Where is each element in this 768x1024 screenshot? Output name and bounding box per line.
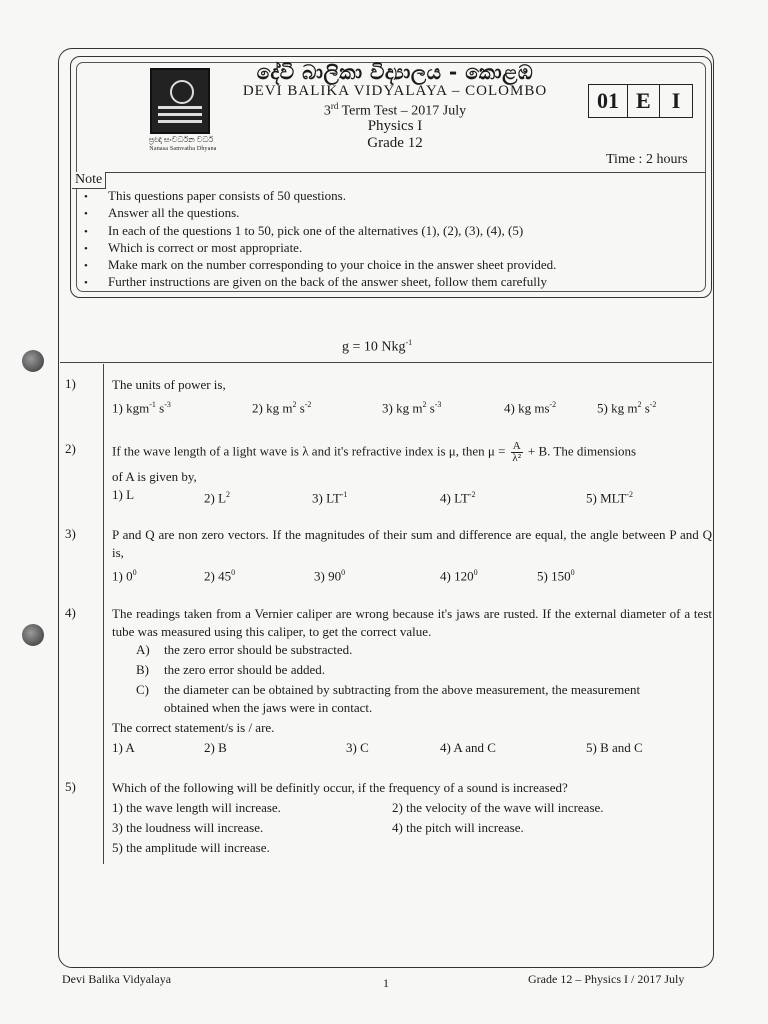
- time-allowed: Time : 2 hours: [606, 152, 688, 167]
- section-divider: [60, 362, 712, 363]
- question-stem-continued: of A is given by,: [112, 469, 197, 484]
- option-3: 3) $LT^{-1}$: [312, 490, 348, 506]
- option-2: 2) B: [204, 740, 227, 755]
- footer-page-number: 1: [383, 976, 389, 990]
- note-item: • In each of the questions 1 to 50, pick one of the alternatives (1), (2), (3), (4), (5): [84, 223, 556, 240]
- note-item: • Answer all the questions.: [84, 205, 556, 222]
- statement-c: C) the diameter can be obtained by subtracting from the above measurement, the measurement: [136, 682, 641, 697]
- question-number: 5): [65, 779, 76, 794]
- option-3: 3) kg $m^2$ $s^{-3}$: [382, 400, 442, 416]
- option-5: 5) the amplitude will increase.: [112, 840, 270, 855]
- paper-code-medium: E: [628, 85, 660, 117]
- option-4: 4) $120^0$: [440, 568, 478, 584]
- option-2: 2) $45^0$: [204, 568, 236, 584]
- option-1: 1) L: [112, 487, 135, 502]
- punch-hole-top: [22, 350, 44, 372]
- option-4: 4) A and C: [440, 740, 496, 755]
- fraction-a-over-lambda: $\frac{A}{\text{λ²}}$: [512, 440, 521, 464]
- question-stem: Which of the following will be definitly occur, if the frequency of a sound is increased?: [112, 780, 568, 795]
- option-3: 3) $90^0$: [314, 568, 346, 584]
- question-stem: If the wave length of a light wave is λ and it's refractive index is μ, then μ = $\frac{A}{\text{λ²}}$ + B. The dimensions: [112, 440, 637, 464]
- grade-title: Grade 12: [367, 135, 423, 151]
- option-1: 1) kgm$^{-1}$ $s^{-3}$: [112, 400, 171, 416]
- question-number: 3): [65, 526, 76, 541]
- option-4: 4) kg $ms^{-2}$: [504, 400, 557, 416]
- option-2: 2) $L^2$: [204, 490, 231, 506]
- question-number: 1): [65, 376, 76, 391]
- note-item: • Further instructions are given on the back of the answer sheet, follow them carefully: [84, 274, 556, 291]
- question-number: 2): [65, 441, 76, 456]
- question-stem: The readings taken from a Vernier caliper are wrong because it's jaws are rusted. If the external diameter of a test tube was measured using this caliper, to get the correct value.: [112, 606, 712, 639]
- question-stem: The units of power is,: [112, 377, 226, 392]
- school-logo: [150, 68, 210, 134]
- option-5: 5) $MLT^{-2}$: [586, 490, 633, 506]
- number-column-rule: [103, 364, 104, 864]
- punch-hole-bottom: [22, 624, 44, 646]
- subject-title: Physics I: [367, 118, 423, 134]
- statement-b: B) the zero error should be added.: [136, 662, 325, 677]
- logo-caption-motto: Nanasa Samvatha Dhyana: [149, 146, 217, 152]
- statement-a: A) the zero error should be substracted.: [136, 642, 353, 657]
- paper-code-part: I: [671, 88, 681, 113]
- school-name: DEVI BALIKA VIDYALAYA – COLOMBO: [242, 83, 548, 99]
- paper-code-box: [588, 84, 693, 118]
- statement-c-continued: obtained when the jaws were in contact.: [164, 700, 373, 715]
- option-1: 1) the wave length will increase.: [112, 800, 281, 815]
- question-number: 4): [65, 605, 76, 620]
- option-1: 1) A: [112, 740, 135, 755]
- option-5: 5) kg $m^2$ $s^{-2}$: [597, 400, 657, 416]
- logo-caption-sinhala: ප්‍රඥා සංවර්ධන වර්ධ: [148, 135, 214, 144]
- option-4: 4) $LT^{-2}$: [440, 490, 476, 506]
- option-3: 3) C: [346, 740, 369, 755]
- option-2: 2) the velocity of the wave will increase.: [392, 800, 604, 815]
- footer-school: Devi Balika Vidyalaya: [62, 972, 172, 986]
- option-1: 1) $0^0$: [112, 568, 137, 584]
- note-list: [84, 188, 556, 292]
- correct-statement-prompt: The correct statement/s is / are.: [112, 720, 275, 735]
- option-2: 2) kg $m^2$ $s^{-2}$: [252, 400, 312, 416]
- note-label: Note: [72, 172, 106, 189]
- school-name-sinhala: දේවි බාලිකා විද්‍යාලය - කොළඹ: [256, 60, 534, 84]
- note-item: • Which is correct or most appropriate.: [84, 240, 556, 257]
- note-divider: [72, 172, 706, 173]
- term-title: 3rd Term Test – 2017 July: [323, 101, 467, 119]
- option-4: 4) the pitch will increase.: [392, 820, 524, 835]
- option-3: 3) the loudness will increase.: [112, 820, 264, 835]
- footer-paper-title: Grade 12 – Physics I / 2017 July: [528, 972, 685, 986]
- gravity-constant: g = 10 Nkg$^{-1}$: [342, 338, 413, 355]
- question-stem: P and Q are non zero vectors. If the magnitudes of their sum and difference are equal, the angle between P and Q is,: [112, 527, 712, 560]
- note-item: • Make mark on the number corresponding to your choice in the answer sheet provided.: [84, 257, 556, 274]
- option-5: 5) B and C: [586, 740, 643, 755]
- option-5: 5) $150^0$: [537, 568, 575, 584]
- note-item: • This questions paper consists of 50 questions.: [84, 188, 556, 205]
- paper-code-number: 01: [589, 85, 628, 117]
